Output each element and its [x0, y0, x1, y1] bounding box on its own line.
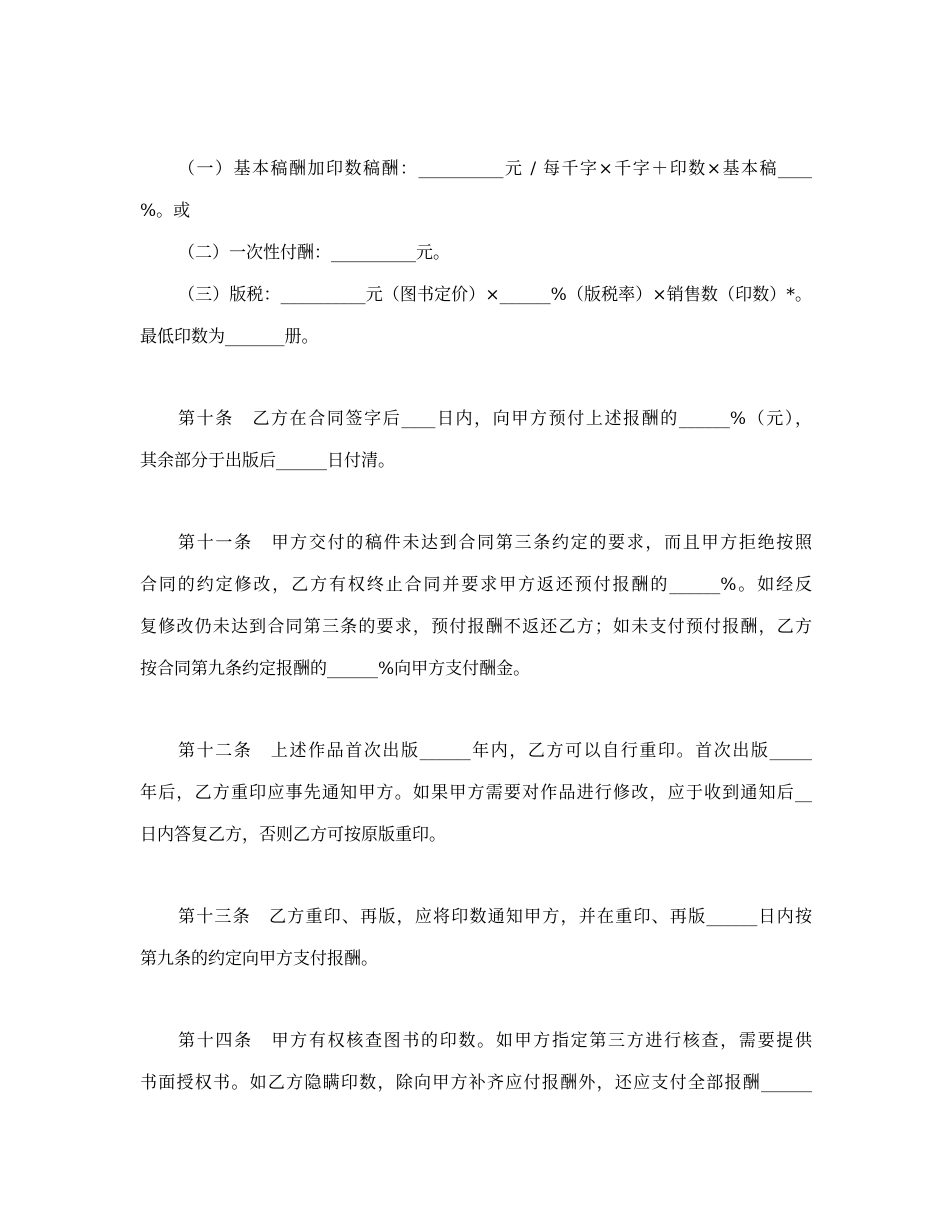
text-line: %。或 [140, 201, 191, 221]
text-line: 最低印数为_______册。 [140, 327, 319, 347]
paragraph-gap [140, 856, 812, 896]
text-line: 日内答复乙方，否则乙方可按原版重印。 [140, 825, 446, 845]
clause-10 [140, 398, 812, 482]
text-line: 其余部分于出版后______日付清。 [140, 451, 395, 471]
text-line: 合同的约定修改，乙方有权终止合同并要求甲方返还预付报酬的______%。如经反 [140, 575, 812, 595]
text-line: （一）基本稿酬加印数稿酬：__________元 / 每千字×千字＋印数×基本稿____ [178, 159, 812, 179]
text-line: （三）版税：__________元（图书定价）×______%（版税率）×销售数（印数）*。 [178, 285, 812, 305]
paragraph-gap [140, 980, 812, 1020]
clause-14 [140, 1020, 812, 1104]
text-line: 按合同第九条约定报酬的______%向甲方支付酬金。 [140, 659, 531, 679]
text-line: 第十一条 甲方交付的稿件未达到合同第三条约定的要求，而且甲方拒绝按照 [178, 533, 812, 553]
clause-9-payment-options [140, 148, 812, 358]
paragraph-gap [140, 358, 812, 398]
text-line: （二）一次性付酬：__________元。 [178, 243, 450, 263]
paragraph-gap [140, 690, 812, 730]
text-line: 第十四条 甲方有权核查图书的印数。如甲方指定第三方进行核查，需要提供 [178, 1031, 812, 1051]
text-line: 第十条 乙方在合同签字后____日内，向甲方预付上述报酬的______%（元）， [178, 409, 812, 429]
clause-11 [140, 522, 812, 690]
paragraph-gap [140, 482, 812, 522]
clause-12 [140, 730, 812, 856]
text-line: 书面授权书。如乙方隐瞒印数，除向甲方补齐应付报酬外，还应支付全部报酬______ [140, 1073, 812, 1093]
text-line: 年后，乙方重印应事先通知甲方。如果甲方需要对作品进行修改，应于收到通知后__ [140, 783, 812, 803]
text-line: 第十二条 上述作品首次出版______年内，乙方可以自行重印。首次出版_____ [178, 741, 812, 761]
contract-page [140, 148, 812, 1104]
text-line: 第九条的约定向甲方支付报酬。 [140, 949, 378, 969]
text-line: 复修改仍未达到合同第三条的要求，预付报酬不返还乙方；如未支付预付报酬，乙方 [140, 617, 812, 637]
clause-13 [140, 896, 812, 980]
text-line: 第十三条 乙方重印、再版，应将印数通知甲方，并在重印、再版______日内按 [178, 907, 812, 927]
